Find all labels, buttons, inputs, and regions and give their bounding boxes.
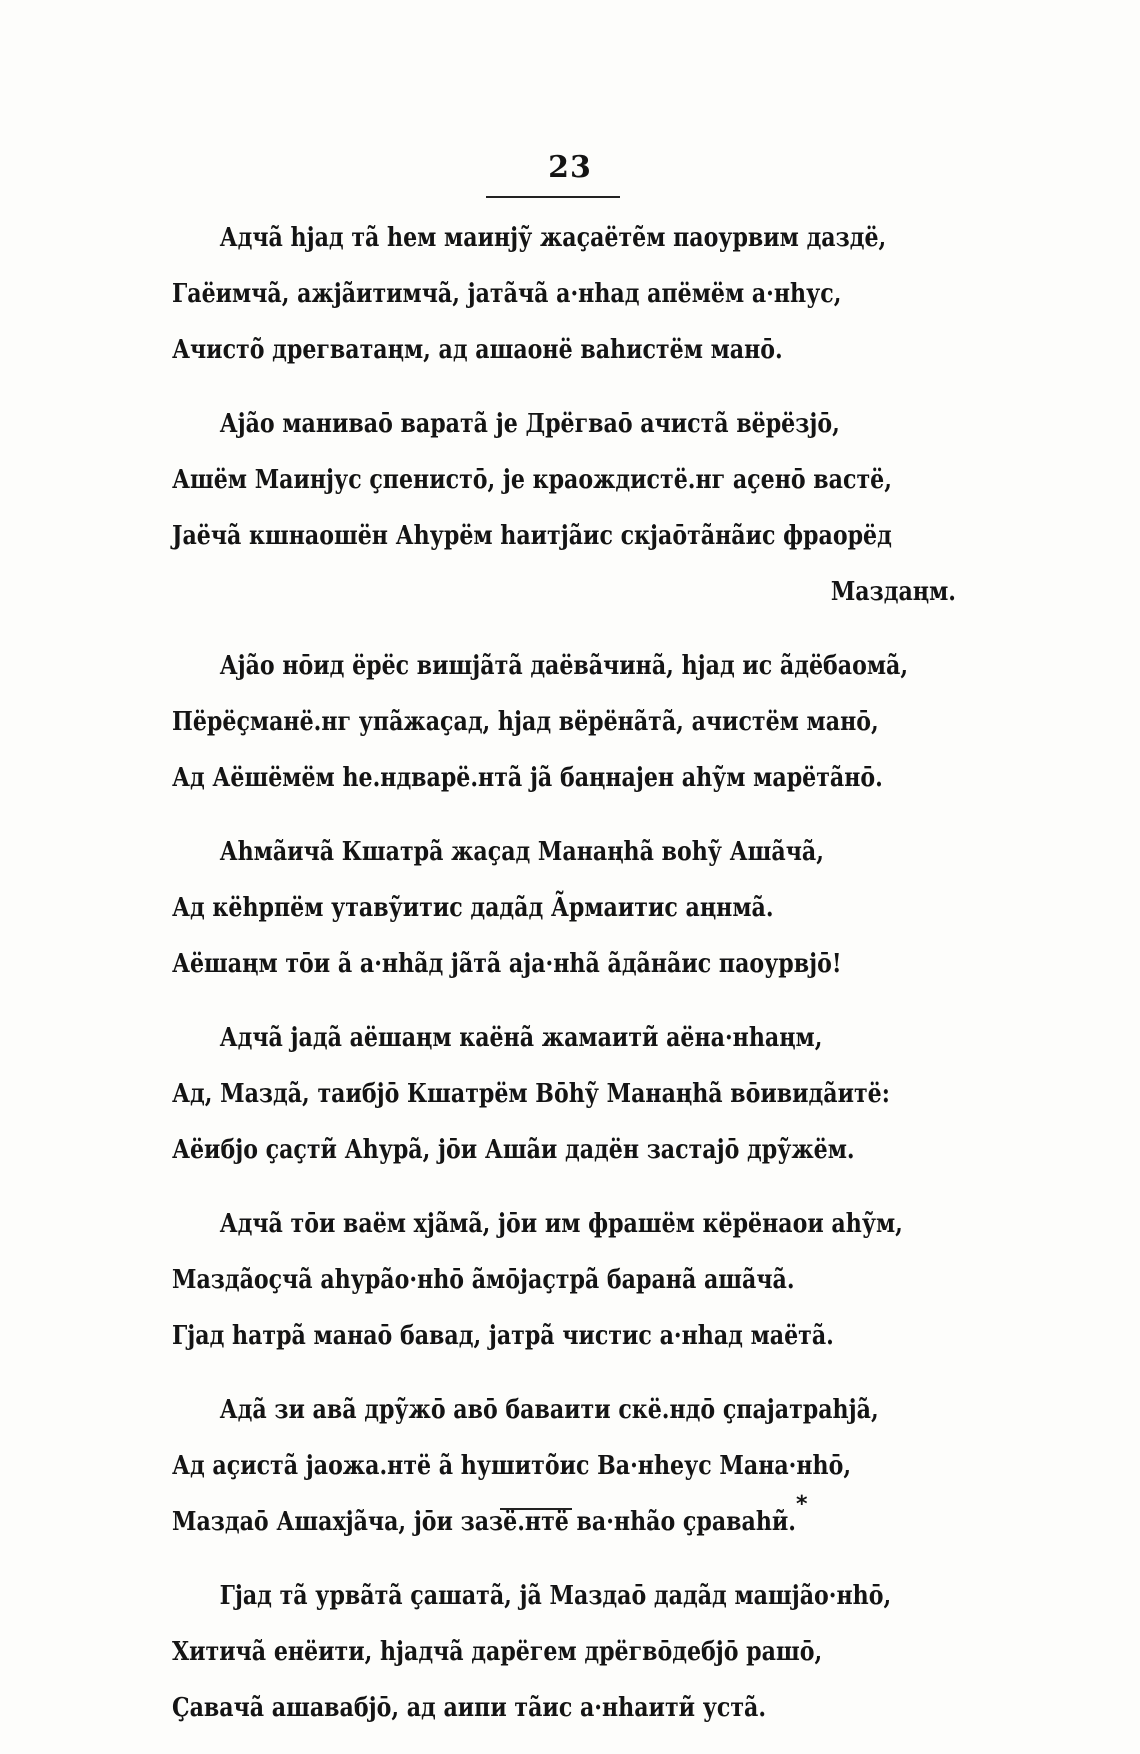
stanza-6 <box>172 1196 902 1364</box>
stanza-1 <box>172 210 902 378</box>
verse-line: Адча̃ јада̃ аёшаңм каёна̃ жамаити̃ аёна·нһаңм, <box>219 1023 823 1053</box>
verse-line: Аја̃о маниваō варата̃ је Дрёгваō ачиста̃ вёрёзјō, <box>219 409 840 439</box>
verse-line: Ад, Мазда̃, таибјō Кшатрём Вōһу̃ Манаңһа̃ вōивида̃итё: <box>172 1079 890 1109</box>
page-number: 23 <box>548 150 592 185</box>
verse-line: Ад Аёшёмём һе.ндварё.нта̃ ја̃ баңнајен аһу̃м марёта̃нō. <box>172 763 883 793</box>
verse-line: Гјад та̃ урва̃та̃ ҫашата̃, ја̃ Маздаō дада̃д машја̃о·нһō, <box>219 1581 892 1611</box>
verse-line: Гјад һатра̃ манаō бавад, јатра̃ чистис а·нһад маёта̃. <box>172 1321 834 1351</box>
stanza-3 <box>172 638 909 806</box>
stanza-7 <box>172 1382 902 1550</box>
verse-line: Ад аҫиста̃ јаожа.нтё а̃ һушито̃ис Ва·нһеус Мана·нһō, <box>172 1451 852 1481</box>
verse-line-tail: Маздаңм. <box>830 577 956 607</box>
verse-line: Адча̃ тōи ваём хја̃ма̃, јōи им фрашём кёрёнаои аһу̃м, <box>219 1209 903 1239</box>
poem-text <box>172 210 956 1754</box>
verse-line: Гаёимча̃, ажја̃итимча̃, јата̃ча̃ а·нһад апёмём а·нһус, <box>172 279 842 309</box>
verse-line: Ада̃ зи ава̃ дру̃жō авō баваити скё.ндō ҫпајатраһја̃, <box>219 1395 879 1425</box>
stanza-2 <box>172 396 956 620</box>
verse-line: Ҫавача̃ ашавабјō, ад аипи та̃ис а·нһаити̃ уста̃. <box>172 1693 767 1723</box>
verse-line: Јаёча̃ кшнаошён Аһурём һаитја̃ис скјаōта̃на̃ис фраорёд <box>172 521 892 551</box>
stanza-5 <box>172 1010 902 1178</box>
stanza-4 <box>172 824 902 992</box>
asterisk-mark: * <box>796 1492 808 1517</box>
verse-line: Хитича̃ енёити, һјадча̃ дарёгем дрёгвōдебјō рашō, <box>172 1637 823 1667</box>
verse-line: Ачисто̃ дрегватаңм, ад ашаонё ваһистём манō. <box>172 335 783 365</box>
verse-line: Аёшаңм тōи а̃ а·нһа̃д ја̃та̃ аја·нһа̃ а̃да̃на̃ис паоурвјō! <box>172 949 842 979</box>
verse-line: Аёибјо ҫаҫти̃ Аһура̃, јōи Аша̃и дадён застајō дру̃жём. <box>172 1135 855 1165</box>
verse-line: Мазда̃оҫча̃ аһура̃о·нһō а̃мōјаҫтра̃ барана̃ аша̃ча̃. <box>172 1265 795 1295</box>
closing-rule <box>500 1508 572 1510</box>
verse-line: Ад кёһрпём утаву̃итис дада̃д А̃рмаитис аңнма̃. <box>172 893 774 923</box>
verse-line: Пёрёҫманё.нг упа̃жаҫад, һјад вёрёна̃та̃, ачистём манō, <box>172 707 879 737</box>
verse-line: Маздаō Ашахја̃ча, јōи зазё.нтё ва·нһа̃о ҫраваһи̃. <box>172 1507 796 1537</box>
verse-line: Аһма̃ича̃ Кшатра̃ жаҫад Манаңһа̃ воһу̃ Аша̃ча̃, <box>219 837 824 867</box>
header-rule <box>486 196 620 198</box>
stanza-8 <box>172 1568 902 1736</box>
verse-line: Адча̃ һјад та̃ һем маинју̃ жаҫаёте̃м паоурвим даздё, <box>219 223 887 253</box>
verse-line: Аја̃о нōид ёрёс вишја̃та̃ даёва̃чина̃, һјад ис а̃дёбаома̃, <box>219 651 909 681</box>
verse-line: Ашём Маинјус ҫпенистō, је краождистё.нг аҫенō вастё, <box>172 465 892 495</box>
